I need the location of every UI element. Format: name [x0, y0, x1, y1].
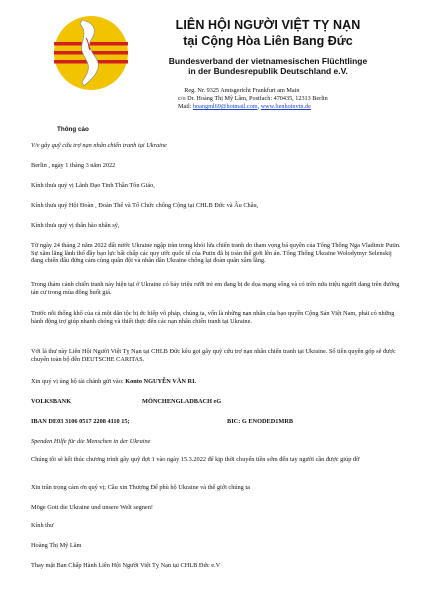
subject-line: V/v gây quỹ cứu trợ nạn nhân chiến tranh tại Ukraine [31, 142, 167, 149]
org-name-vi-sub: tại Cộng Hòa Liên Bang Đức [183, 34, 353, 48]
paragraph-war-intro: Từ ngày 24 tháng 2 năm 2022 đất nước Ukraine ngập tràn trong khói lửa chiến tranh do tham vọng bá quyền của Tổng Thống Nga Vladimir Putin. Sự xâm lăng lãnh thổ đầy bạo lực bất chấp các quy ước quốc tế của Putin đã bị toàn thế giới lên án. Tổng Thống Ukraine Wolodymyr Selenskij đang chiến đấu đứng cảm cùng quân đội và nhân dân Ukraine chống lại đoàn quân xâm lăng. [31, 242, 401, 265]
paragraph-deadline: Chúng tôi sẽ kết thúc chương trình gây quỹ đợt 1 vào ngày 15.3.2022 để kịp thời chuyển tiền sớm đến tay người cần được giúp đỡ [31, 456, 360, 463]
contact-separator: , [257, 103, 261, 111]
greeting-religious: Kính thưa quý vị Lãnh Đạo Tinh Thần Tôn Giáo, [31, 182, 155, 189]
transfer-purpose: Spenden Hilfe für die Menschen in der Ukraine [31, 438, 151, 445]
paragraph-solidarity: Trước nỗi thống khổ của cả một dân tộc bị ức hiếp vô pháp, chúng ta, vốn là những nạn nhân của bạo quyền Cộng Sản Việt Nam, phải có những hành động trợ giúp nhanh chóng và thiết thực đến các nạn nhân chiến tranh tại Ukraine. [31, 310, 395, 325]
bic: BIC: G ENODED1MRB [227, 418, 294, 425]
mail-label: Mail: [178, 103, 193, 111]
bank-city: MÖNCHENGLADBACH eG [142, 398, 222, 405]
account-holder: Konto NGUYỄN VĂN RI. [125, 378, 197, 385]
address-block [178, 87, 328, 112]
document-type-label: Thông cáo [57, 126, 89, 133]
bank-name: VOLKSBANK [31, 398, 72, 405]
greeting-notables: Kính thưa quý vị thân hào nhân sỹ, [31, 222, 120, 229]
org-name-de-line-2: in der Bundesrepublik Deutschland e.V. [188, 66, 348, 76]
contact-line [178, 103, 328, 111]
registration-number: Reg. Nr. 9325 Amtsgericht Frankfurt am Main [184, 87, 300, 94]
date-line: Berlin , ngày 1 tháng 3 năm 2022 [31, 162, 116, 169]
iban-line [31, 418, 402, 426]
org-name-de [120, 56, 416, 76]
website-link[interactable]: www.lienhoinvtn.de [260, 103, 311, 111]
paragraph-children: Trong thảm cảnh chiến tranh này hiện tại ở Ukraine có bảy triệu rưỡi trẻ em đang bị đe dọa mạng sống và có trên nửa triệu người dang trên đường tản cư trong mùa đông buốt giá. [31, 281, 400, 296]
paragraph-blessing-de: Möge Gott die Ukraine und unsere Welt segnen! [31, 504, 153, 511]
bank-line [31, 398, 402, 406]
postal-address: c/o Dr. Hoàng Thị Mỹ Lâm, Postfach: 470435, 12313 Berlin [178, 95, 328, 103]
org-name-vi: LIÊN HỘI NGƯỜI VIỆT TỴ NẠN [175, 18, 361, 32]
email-link[interactable]: hoangml69@hotmail.com [192, 103, 258, 111]
closing: Kính thư [31, 522, 54, 529]
paragraph-fundraising: Với lá thư này Liên Hội Người Việt Tỵ Nạn tại CHLB Đức kêu gọi gây quỹ cứu trợ nạn nhân chiến tranh tại Ukraine. Số tiền quyên góp sẽ được chuyển toàn bộ đến DEUTSCHE CARITAS. [31, 348, 396, 363]
paragraph-thanks: Xin trân trọng cám ơn quý vị; Cầu xin Thượng Đế phù hộ Ukraine và thế giới chúng ta [31, 484, 250, 491]
org-name-de-line-1: Bundesverband der vietnamesischen Flüchtlinge [168, 56, 368, 66]
signer-role: Thay mặt Ban Chấp Hành Liên Hội Người Việt Tỵ Nạn tại CHLB Đức e.V [31, 562, 221, 569]
iban: IBAN DE03 3106 0517 2208 4110 15; [31, 418, 130, 425]
account-intro: Xin quý vị ủng hộ tài chánh gửi vào: [31, 378, 126, 385]
account-line [31, 378, 402, 386]
organization-logo [52, 14, 130, 92]
greeting-associations: Kính thưa quý Hội Đoàn , Đoàn Thể và Tổ Chức chống Cộng tại CHLB Đức và Âu Châu, [31, 202, 259, 209]
signer-name: Hoàng Thị Mỹ Lâm [31, 542, 82, 549]
